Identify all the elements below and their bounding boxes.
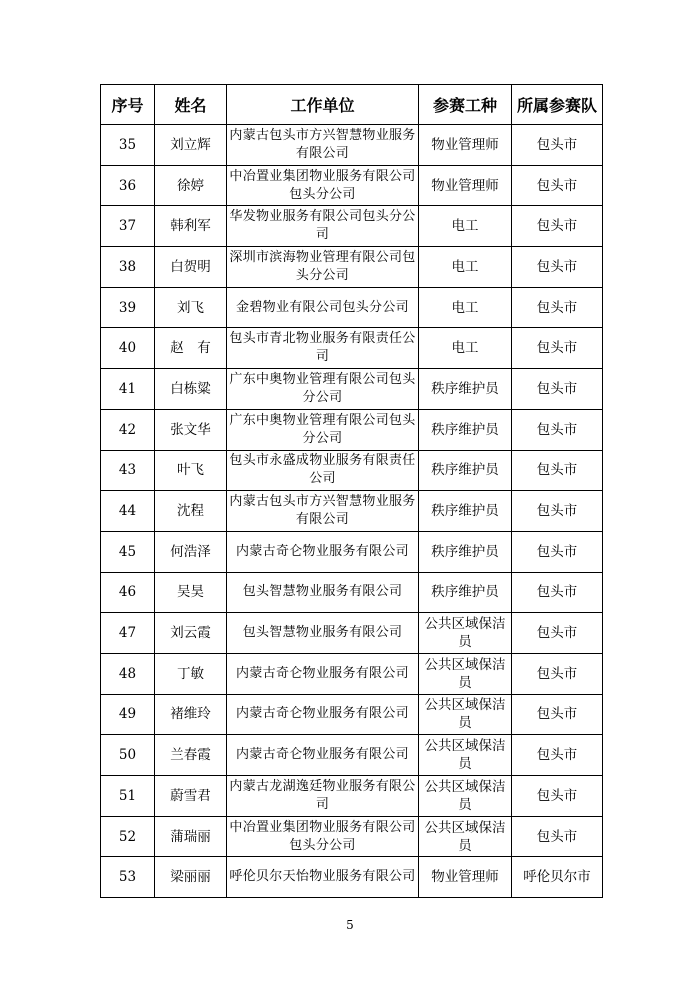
cell-team: 包头市 [512, 776, 603, 817]
cell-team: 包头市 [512, 369, 603, 410]
header-team: 所属参赛队 [512, 85, 603, 125]
cell-no: 53 [101, 857, 155, 898]
cell-team: 包头市 [512, 206, 603, 247]
cell-team: 包头市 [512, 531, 603, 572]
cell-unit: 内蒙古奇仑物业服务有限公司 [227, 735, 419, 776]
cell-team: 包头市 [512, 125, 603, 166]
table-row [101, 409, 603, 450]
cell-unit: 内蒙古包头市方兴智慧物业服务有限公司 [227, 491, 419, 532]
cell-name: 蔚雪君 [155, 776, 227, 817]
cell-no: 50 [101, 735, 155, 776]
table-row [101, 735, 603, 776]
table-header-row [101, 85, 603, 125]
cell-name: 张文华 [155, 409, 227, 450]
cell-unit: 深圳市滨海物业管理有限公司包头分公司 [227, 247, 419, 288]
cell-team: 包头市 [512, 735, 603, 776]
cell-trade: 物业管理师 [419, 125, 512, 166]
cell-no: 49 [101, 694, 155, 735]
table-row [101, 531, 603, 572]
cell-unit: 内蒙古奇仑物业服务有限公司 [227, 531, 419, 572]
cell-trade: 电工 [419, 328, 512, 369]
cell-trade: 秩序维护员 [419, 450, 512, 491]
table-row [101, 287, 603, 328]
cell-team: 包头市 [512, 653, 603, 694]
cell-unit: 华发物业服务有限公司包头分公司 [227, 206, 419, 247]
cell-name: 沈程 [155, 491, 227, 532]
cell-unit: 包头智慧物业服务有限公司 [227, 572, 419, 613]
cell-trade: 秩序维护员 [419, 531, 512, 572]
cell-name: 兰春霞 [155, 735, 227, 776]
cell-no: 45 [101, 531, 155, 572]
cell-no: 52 [101, 816, 155, 857]
cell-trade: 公共区域保洁员 [419, 735, 512, 776]
cell-trade: 电工 [419, 287, 512, 328]
cell-name: 韩利军 [155, 206, 227, 247]
cell-unit: 内蒙古奇仑物业服务有限公司 [227, 694, 419, 735]
table-body [101, 125, 603, 898]
table-row [101, 206, 603, 247]
table-row [101, 653, 603, 694]
table-row [101, 572, 603, 613]
cell-no: 43 [101, 450, 155, 491]
cell-unit: 广东中奥物业管理有限公司包头分公司 [227, 369, 419, 410]
cell-team: 包头市 [512, 572, 603, 613]
cell-no: 46 [101, 572, 155, 613]
cell-trade: 公共区域保洁员 [419, 694, 512, 735]
cell-unit: 内蒙古奇仑物业服务有限公司 [227, 653, 419, 694]
cell-no: 48 [101, 653, 155, 694]
table-row [101, 247, 603, 288]
page-number: 5 [346, 918, 354, 932]
cell-unit: 内蒙古龙湖逸廷物业服务有限公司 [227, 776, 419, 817]
cell-name: 丁敏 [155, 653, 227, 694]
table-row [101, 165, 603, 206]
header-no: 序号 [101, 85, 155, 125]
cell-trade: 秩序维护员 [419, 369, 512, 410]
cell-no: 38 [101, 247, 155, 288]
header-trade: 参赛工种 [419, 85, 512, 125]
cell-unit: 广东中奥物业管理有限公司包头分公司 [227, 409, 419, 450]
cell-trade: 公共区域保洁员 [419, 776, 512, 817]
cell-unit: 中冶置业集团物业服务有限公司包头分公司 [227, 816, 419, 857]
cell-no: 39 [101, 287, 155, 328]
table-row [101, 491, 603, 532]
cell-unit: 包头智慧物业服务有限公司 [227, 613, 419, 654]
cell-unit: 包头市永盛成物业服务有限责任公司 [227, 450, 419, 491]
cell-team: 包头市 [512, 613, 603, 654]
cell-trade: 公共区域保洁员 [419, 613, 512, 654]
cell-trade: 电工 [419, 206, 512, 247]
table-row [101, 694, 603, 735]
cell-trade: 公共区域保洁员 [419, 816, 512, 857]
cell-trade: 秩序维护员 [419, 409, 512, 450]
cell-name: 徐婷 [155, 165, 227, 206]
cell-name: 白栋粱 [155, 369, 227, 410]
table-row [101, 450, 603, 491]
cell-trade: 电工 [419, 247, 512, 288]
cell-unit: 内蒙古包头市方兴智慧物业服务有限公司 [227, 125, 419, 166]
cell-trade: 秩序维护员 [419, 491, 512, 532]
cell-team: 包头市 [512, 816, 603, 857]
header-name: 姓名 [155, 85, 227, 125]
cell-name: 白贺明 [155, 247, 227, 288]
cell-name: 刘云霞 [155, 613, 227, 654]
cell-name: 蒲瑞丽 [155, 816, 227, 857]
table-row [101, 125, 603, 166]
cell-name: 赵 有 [155, 328, 227, 369]
cell-team: 包头市 [512, 450, 603, 491]
cell-team: 包头市 [512, 287, 603, 328]
table-row [101, 613, 603, 654]
cell-team: 呼伦贝尔市 [512, 857, 603, 898]
table-row [101, 776, 603, 817]
cell-name: 何浩泽 [155, 531, 227, 572]
cell-unit: 包头市青北物业服务有限责任公司 [227, 328, 419, 369]
table-row [101, 816, 603, 857]
cell-team: 包头市 [512, 247, 603, 288]
table-row [101, 369, 603, 410]
cell-name: 叶飞 [155, 450, 227, 491]
header-unit: 工作单位 [227, 85, 419, 125]
cell-no: 35 [101, 125, 155, 166]
cell-unit: 呼伦贝尔天怡物业服务有限公司 [227, 857, 419, 898]
cell-trade: 物业管理师 [419, 857, 512, 898]
cell-team: 包头市 [512, 165, 603, 206]
cell-unit: 中冶置业集团物业服务有限公司包头分公司 [227, 165, 419, 206]
cell-no: 41 [101, 369, 155, 410]
cell-no: 42 [101, 409, 155, 450]
cell-team: 包头市 [512, 409, 603, 450]
table-row [101, 328, 603, 369]
cell-no: 37 [101, 206, 155, 247]
cell-unit: 金碧物业有限公司包头分公司 [227, 287, 419, 328]
cell-trade: 秩序维护员 [419, 572, 512, 613]
cell-name: 刘立辉 [155, 125, 227, 166]
cell-no: 44 [101, 491, 155, 532]
table-row [101, 857, 603, 898]
cell-name: 褚维玲 [155, 694, 227, 735]
cell-no: 51 [101, 776, 155, 817]
cell-trade: 物业管理师 [419, 165, 512, 206]
cell-team: 包头市 [512, 694, 603, 735]
cell-no: 36 [101, 165, 155, 206]
cell-team: 包头市 [512, 328, 603, 369]
cell-name: 吴昊 [155, 572, 227, 613]
cell-no: 40 [101, 328, 155, 369]
cell-no: 47 [101, 613, 155, 654]
cell-name: 梁丽丽 [155, 857, 227, 898]
cell-name: 刘飞 [155, 287, 227, 328]
cell-team: 包头市 [512, 491, 603, 532]
cell-trade: 公共区域保洁员 [419, 653, 512, 694]
roster-table [100, 84, 603, 898]
